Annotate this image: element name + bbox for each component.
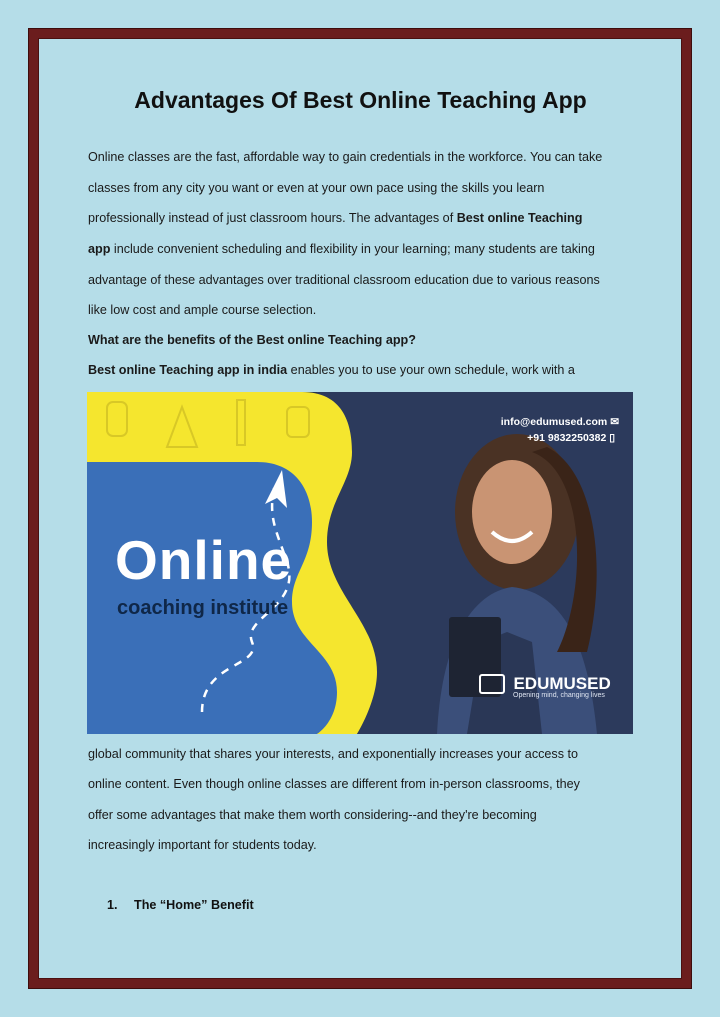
phone-text: +91 9832250382: [527, 432, 607, 444]
section-question: What are the benefits of the Best online Teaching app?: [88, 333, 416, 347]
paragraph-line: [88, 211, 582, 225]
list-item: [107, 898, 254, 912]
text-span: professionally instead of just classroom hours. The advantages of: [88, 211, 457, 225]
text-span: enables you to use your own schedule, work with a: [287, 363, 575, 377]
paragraph-line: [88, 363, 575, 377]
paragraph-line: offer some advantages that make them worth considering--and they're becoming: [88, 808, 537, 822]
list-label: The “Home” Benefit: [134, 898, 254, 912]
list-number: 1.: [107, 898, 118, 912]
paragraph-line: advantage of these advantages over traditional classroom education due to various reasons: [88, 273, 600, 287]
paragraph-line: classes from any city you want or even at your own pace using the skills you learn: [88, 181, 545, 195]
bold-keyword: Best online Teaching app in india: [88, 363, 288, 377]
page-title: Advantages Of Best Online Teaching App: [134, 87, 587, 113]
bold-keyword: app: [88, 242, 111, 256]
paragraph-line: [88, 242, 595, 256]
paragraph-line: Online classes are the fast, affordable way to gain credentials in the workforce. You can take: [88, 150, 603, 164]
tv-logo-icon: [479, 674, 505, 694]
brand-tagline: Opening mind, changing lives: [513, 692, 605, 699]
contact-phone: [527, 432, 615, 444]
paragraph-line: online content. Even though online classes are different from in-person classrooms, they: [88, 777, 580, 791]
paragraph-line: global community that shares your interests, and exponentially increases your access to: [88, 747, 579, 761]
email-text: info@edumused.com: [500, 416, 608, 428]
envelope-icon: ✉: [610, 416, 619, 428]
brand-name: EDUMUSED: [513, 674, 611, 693]
paragraph-line: increasingly important for students today.: [88, 838, 317, 852]
contact-email: [501, 416, 619, 428]
bold-keyword: Best online Teaching: [456, 211, 583, 225]
text-span: include convenient scheduling and flexibility in your learning; many students are taking: [110, 242, 595, 256]
paragraph-line: like low cost and ample course selection.: [88, 303, 317, 317]
brand-logo: [479, 674, 611, 699]
phone-icon: ▯: [609, 432, 615, 444]
banner-headline: Online: [115, 529, 293, 591]
promo-banner-image: [87, 392, 633, 734]
banner-subheadline: coaching institute: [117, 597, 289, 619]
